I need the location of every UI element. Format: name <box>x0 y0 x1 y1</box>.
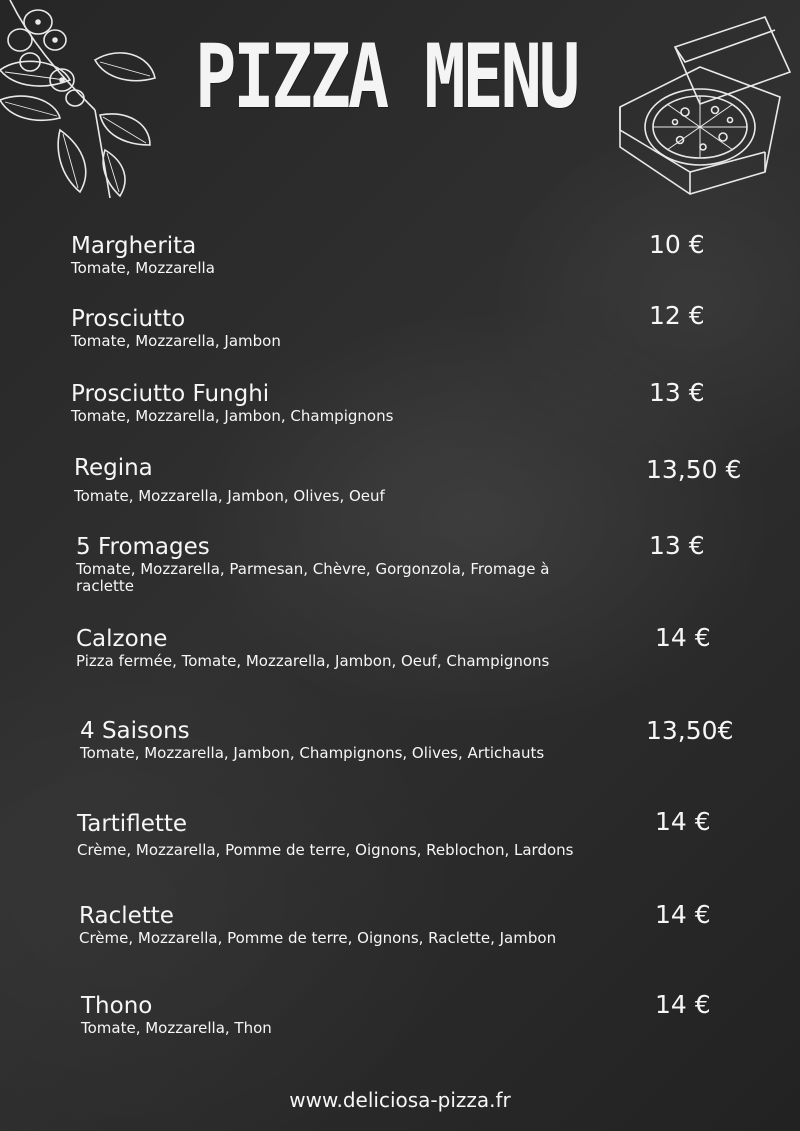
menu-item-ingredients: Tomate, Mozzarella, Parmesan, Chèvre, Gorgonzola, Fromage à raclette <box>76 560 550 595</box>
menu-item-name: Margherita <box>71 233 197 259</box>
menu-item-ingredients: Crème, Mozzarella, Pomme de terre, Oignons, Raclette, Jambon <box>79 929 557 947</box>
menu-item-ingredients: Tomate, Mozzarella, Thon <box>81 1019 272 1037</box>
menu-item-name: Calzone <box>76 626 168 652</box>
menu-item-price: 14 € <box>655 623 711 652</box>
menu-item-5-fromages <box>76 534 596 595</box>
menu-item-name: 5 Fromages <box>76 534 210 560</box>
menu-item-name: 4 Saisons <box>80 718 190 744</box>
page-title: PIZZA MENU <box>195 25 578 128</box>
menu-item-price: 13,50 € <box>646 455 742 484</box>
menu-item-price: 14 € <box>655 990 711 1019</box>
menu-item-price: 13,50€ <box>646 716 734 745</box>
pizza-box-icon <box>615 12 795 197</box>
menu-item-name: Prosciutto Funghi <box>71 381 270 407</box>
menu-item-ingredients: Tomate, Mozzarella, Jambon, Olives, Oeuf <box>74 487 385 505</box>
menu-item-price: 13 € <box>649 378 705 407</box>
menu-item-ingredients: Tomate, Mozzarella, Jambon, Champignons, Olives, Artichauts <box>80 744 545 762</box>
menu-item-raclette <box>79 903 599 947</box>
menu-item-ingredients: Pizza fermée, Tomate, Mozzarella, Jambon, Oeuf, Champignons <box>76 652 550 670</box>
menu-item-thono <box>81 993 601 1037</box>
herb-leaves-icon <box>0 0 160 200</box>
menu-item-name: Thono <box>81 993 153 1019</box>
menu-item-tartiflette <box>77 811 597 859</box>
menu-item-price: 10 € <box>649 230 705 259</box>
menu-item-name: Tartiflette <box>77 811 188 837</box>
menu-item-ingredients: Tomate, Mozzarella, Jambon <box>71 332 281 350</box>
menu-item-price: 12 € <box>649 301 705 330</box>
menu-item-regina <box>74 455 594 505</box>
menu-item-name: Regina <box>74 455 153 481</box>
menu-item-name: Raclette <box>79 903 174 929</box>
menu-item-prosciutto-funghi <box>71 381 591 425</box>
menu-item-4-saisons <box>80 718 600 762</box>
menu-item-calzone <box>76 626 596 670</box>
menu-item-price: 13 € <box>649 531 705 560</box>
menu-item-ingredients: Tomate, Mozzarella <box>71 259 215 277</box>
menu-item-ingredients: Tomate, Mozzarella, Jambon, Champignons <box>71 407 394 425</box>
menu-item-prosciutto <box>71 306 591 350</box>
menu-item-margherita <box>71 233 591 277</box>
menu-item-name: Prosciutto <box>71 306 186 332</box>
menu-item-price: 14 € <box>655 807 711 836</box>
menu-item-price: 14 € <box>655 900 711 929</box>
menu-item-ingredients: Crème, Mozzarella, Pomme de terre, Oignons, Reblochon, Lardons <box>77 841 574 859</box>
website-url: www.deliciosa-pizza.fr <box>289 1088 511 1112</box>
